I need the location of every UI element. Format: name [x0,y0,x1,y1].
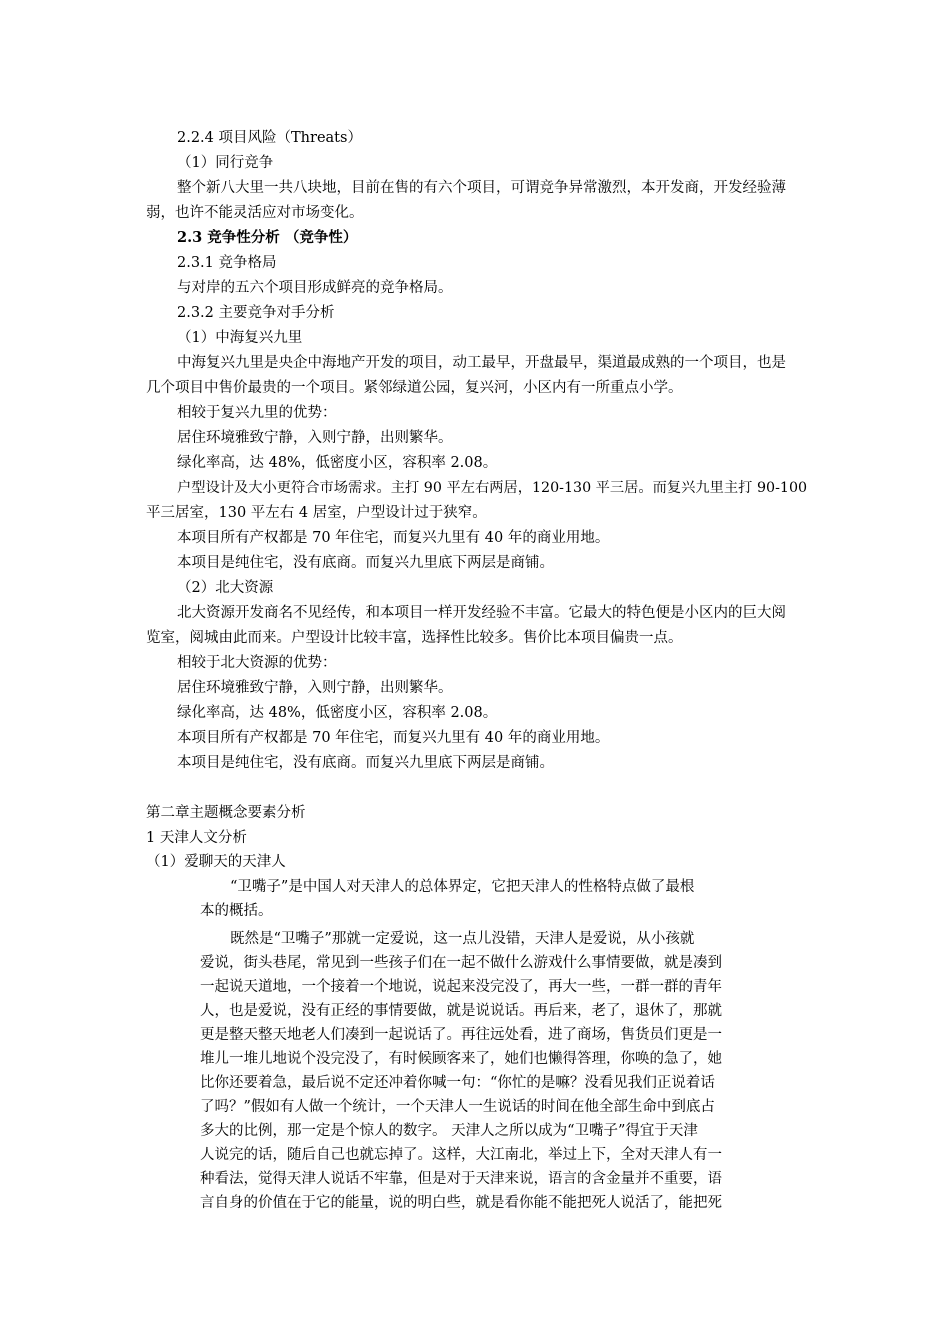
paragraph-line: 人，也是爱说，没有正经的事情要做，就是说说话。再后来，老了，退休了，那就 [200,1003,722,1019]
paragraph-line: 北大资源开发商名不见经传，和本项目一样开发经验不丰富。它最大的特色便是小区内的巨大阅 [177,605,786,621]
heading-2-3: 2.3 竞争性分析 （竞争性） [177,229,358,246]
paragraph-line: 本项目是纯住宅，没有底商。而复兴九里底下两层是商铺。 [177,755,554,771]
subheading-peer-competition: （1）同行竞争 [177,155,274,171]
paragraph-line: 本的概括。 [200,903,273,919]
subheading-peking-resources: （2）北大资源 [177,580,274,596]
heading-2-2-4: 2.2.4 项目风险（Threats） [177,130,362,146]
paragraph-line: 多大的比例，那一定是个惊人的数字。 天津人之所以成为“卫嘴子”得宜于天津 [200,1123,698,1139]
paragraph-line: 爱说，街头巷尾，常见到一些孩子们在一起不做什么游戏什么事情要做，就是凑到 [200,955,722,971]
paragraph-line: 比你还要着急，最后说不定还冲着你喊一句：“你忙的是嘛？没看见我们正说着话 [200,1075,715,1091]
paragraph-line: 居住环境雅致宁静，入则宁静，出则繁华。 [177,680,453,696]
paragraph-line: 堆儿一堆儿地说个没完没了，有时候顾客来了，她们也懒得答理，你唤的急了，她 [200,1051,722,1067]
paragraph-line: 居住环境雅致宁静，入则宁静，出则繁华。 [177,430,453,446]
heading-2-3-1: 2.3.1 竞争格局 [177,255,277,271]
paragraph-line: 一起说天道地，一个接着一个地说，说起来没完没了，再大一些，一群一群的青年 [200,979,722,995]
paragraph-line: 览室，阅城由此而来。户型设计比较丰富，选择性比较多。售价比本项目偏贵一点。 [146,630,683,646]
paragraph-line: 平三居室，130 平左右 4 居室，户型设计过于狭窄。 [146,505,487,521]
paragraph-line: 更是整天整天地老人们凑到一起说话了。再往远处看，进了商场，售货员们更是一 [200,1027,722,1043]
paragraph-line: 言自身的价值在于它的能量，说的明白些，就是看你能不能把死人说活了，能把死 [200,1195,722,1211]
section-title: 1 天津人文分析 [146,830,247,846]
paragraph-line: 整个新八大里一共八块地，目前在售的有六个项目，可谓竞争异常激烈，本开发商，开发经验薄 [177,180,786,196]
paragraph-line: 本项目所有产权都是 70 年住宅，而复兴九里有 40 年的商业用地。 [177,530,610,546]
paragraph-line: 户型设计及大小更符合市场需求。主打 90 平左右两居，120-130 平三居。而复兴九里主打 90-100 [177,480,808,496]
paragraph-line: 弱，也许不能灵活应对市场变化。 [146,205,364,221]
chapter-title: 第二章主题概念要素分析 [146,805,306,821]
paragraph-line: 绿化率高，达 48%，低密度小区，容积率 2.08。 [177,705,498,721]
paragraph-line: 既然是“卫嘴子”那就一定爱说，这一点儿没错，天津人是爱说，从小孩就 [230,931,695,947]
paragraph-line: 种看法，觉得天津人说话不牢靠，但是对于天津来说，语言的含金量并不重要，语 [200,1171,722,1187]
paragraph-line: 本项目所有产权都是 70 年住宅，而复兴九里有 40 年的商业用地。 [177,730,610,746]
paragraph-line: 几个项目中售价最贵的一个项目。紧邻绿道公园，复兴河，小区内有一所重点小学。 [146,380,683,396]
paragraph-line: 绿化率高，达 48%，低密度小区，容积率 2.08。 [177,455,498,471]
paragraph-line: 相较于复兴九里的优势： [177,405,337,421]
paragraph-line: 与对岸的五六个项目形成鲜亮的竞争格局。 [177,280,453,296]
paragraph-line: 相较于北大资源的优势： [177,655,337,671]
paragraph-line: 中海复兴九里是央企中海地产开发的项目，动工最早，开盘最早，渠道最成熟的一个项目，也是 [177,355,786,371]
subheading-zhonghai: （1）中海复兴九里 [177,330,303,346]
paragraph-line: 人说完的话，随后自己也就忘掉了。这样，大江南北，举过上下，全对天津人有一 [200,1147,722,1163]
paragraph-line: “卫嘴子”是中国人对天津人的总体界定，它把天津人的性格特点做了最根 [230,879,695,895]
paragraph-line: 本项目是纯住宅，没有底商。而复兴九里底下两层是商铺。 [177,555,554,571]
subsection-title: （1）爱聊天的天津人 [146,854,286,870]
heading-2-3-2: 2.3.2 主要竞争对手分析 [177,305,335,321]
paragraph-line: 了吗？”假如有人做一个统计，一个天津人一生说话的时间在他全部生命中到底占 [200,1099,715,1115]
